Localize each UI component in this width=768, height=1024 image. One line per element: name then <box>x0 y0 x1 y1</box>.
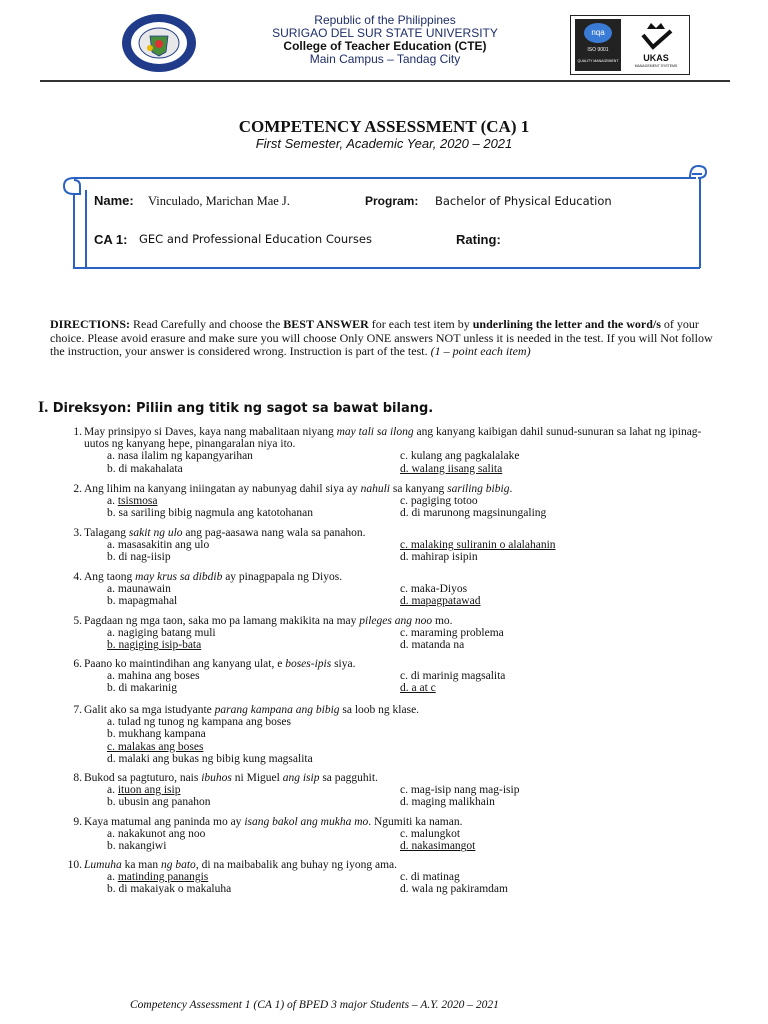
answer-option-d[interactable]: d. mahirap isipin <box>400 551 478 564</box>
crown-check-icon <box>627 19 685 53</box>
question-number: 3. <box>73 527 82 539</box>
stem-text: Ang taong <box>84 571 136 583</box>
answer-option-a[interactable]: a. nakakunot ang noo <box>107 828 206 841</box>
header-line-university: SURIGAO DEL SUR STATE UNIVERSITY <box>272 26 498 40</box>
answer-option-b[interactable]: b. nakangiwi <box>107 840 167 853</box>
directions-text-3: for each test item by <box>371 317 470 331</box>
name-value: Vinculado, Marichan Mae J. <box>148 194 290 208</box>
header-divider <box>40 80 730 82</box>
directions <box>50 318 730 359</box>
idiom-phrase: parang kampana ang bibig <box>214 704 340 716</box>
directions-underline-instruction: underlining the letter and the word/s <box>472 317 661 331</box>
idiom-phrase: sariling bibig <box>447 483 510 495</box>
answer-option-c[interactable]: c. maraming problema <box>400 627 504 640</box>
nqa-badge: nqa <box>584 23 612 43</box>
stem-text: Paano ko maintindihan ang kanyang ulat, e <box>84 658 286 670</box>
directions-best-answer: BEST ANSWER <box>283 317 369 331</box>
option-letter: a. <box>107 495 118 508</box>
idiom-phrase: ibuhos <box>201 772 232 784</box>
question-number: 4. <box>73 571 82 583</box>
stem-text: ni Miguel <box>231 772 283 784</box>
header-line-college: College of Teacher Education (CTE) <box>283 39 487 53</box>
option-text: tsismosa <box>117 495 158 508</box>
stem-text: Ang lihim na kanyang iniingatan ay nabunyag dahil siya ay <box>84 483 361 495</box>
stem-text: . <box>509 483 513 495</box>
ca-label: CA 1: <box>94 232 128 247</box>
question-stem <box>84 527 724 539</box>
stem-text: sa pagguhit. <box>319 772 378 784</box>
idiom-phrase: isang bakol ang mukha mo <box>244 816 369 828</box>
question-stem <box>84 816 724 828</box>
answer-option-d[interactable]: d. di marunong magsinungaling <box>400 507 547 520</box>
question-number: 6. <box>73 658 82 670</box>
answer-option-d[interactable]: d. nakasimangot <box>400 840 476 853</box>
answer-option-c[interactable]: c. malakas ang boses <box>107 740 204 753</box>
section-title: Direksyon: Piliin ang titik ng sagot sa bawat bilang. <box>52 401 434 416</box>
stem-text: sa loob ng klase. <box>339 704 420 716</box>
idiom-phrase: may tali sa ilong <box>336 426 414 438</box>
question-stem <box>84 772 724 784</box>
answer-option-d[interactable]: d. wala ng pakiramdam <box>400 883 508 896</box>
idiom-phrase: ng bato <box>160 859 196 871</box>
document-subtitle: First Semester, Academic Year, 2020 – 2021 <box>255 136 513 151</box>
ukas-label: UKAS <box>643 53 669 63</box>
answer-option-d[interactable]: d. matanda na <box>400 639 465 652</box>
answer-option-b[interactable]: b. sa sariling bibig nagmula ang katotohanan <box>107 507 313 520</box>
answer-option-a[interactable]: a. nasa ilalim ng kapangyarihan <box>107 450 253 463</box>
answer-option-b[interactable]: b. nagiging isip-bata <box>107 639 202 652</box>
stem-text: Pagdaan ng mga taon, saka mo pa lamang makikita na may <box>84 615 360 627</box>
page-footer: Competency Assessment 1 (CA 1) of BPED 3 major Students – A.Y. 2020 – 2021 <box>130 999 499 1011</box>
answer-option-a[interactable] <box>107 871 208 883</box>
stem-text: May prinsipyo si Daves, kaya nang mabalitaan niyang <box>84 426 337 438</box>
idiom-phrase: Lumuha <box>84 859 122 871</box>
option-letter: a. <box>107 871 118 884</box>
question-number: 5. <box>73 615 82 627</box>
rating-label: Rating: <box>456 232 501 247</box>
option-text: matinding panangis <box>117 871 209 884</box>
name-label: Name: <box>94 193 134 208</box>
stem-text: ang kanyang kaibigan dahil sunud-sunuran sa lahat ng ipinag-uutos ng kanyang hepe, pinangaralan niya ito. <box>84 426 702 451</box>
stem-text: Galit ako sa mga istudyante <box>84 704 215 716</box>
info-scroll-box <box>62 160 708 275</box>
section-heading <box>38 399 433 417</box>
stem-text: ka man <box>121 859 161 871</box>
header-line-republic: Republic of the Philippines <box>314 13 456 27</box>
question-stem <box>84 483 724 495</box>
question-number: 1. <box>73 426 82 438</box>
ukas-sub-label: MANAGEMENT SYSTEMS <box>634 64 678 68</box>
question-number: 10. <box>67 859 82 871</box>
directions-points: (1 – point each item) <box>430 344 531 358</box>
stem-text: Talagang <box>84 527 129 539</box>
answer-option-c[interactable]: c. kulang ang pagkalalake <box>400 450 520 463</box>
idiom-phrase: may krus sa dibdib <box>135 571 223 583</box>
stem-text: siya. <box>331 658 356 670</box>
stem-text: , di na maibabalik ang buhay ng iyong ama. <box>195 859 398 871</box>
iso-label: ISO 9001 <box>587 47 609 53</box>
question-stem <box>84 658 724 670</box>
section-roman: I. <box>38 399 49 416</box>
nqa-iso-logo <box>575 19 621 71</box>
scroll-frame <box>62 160 708 275</box>
answer-option-c[interactable]: c. pagiging totoo <box>400 495 478 508</box>
answer-option-a[interactable] <box>107 784 180 796</box>
ca-value: GEC and Professional Education Courses <box>139 232 372 246</box>
answer-option-a[interactable] <box>107 495 157 507</box>
question-stem <box>84 426 724 450</box>
question-stem <box>84 571 724 583</box>
stem-text: ang pag-aasawa nang wala sa panahon. <box>182 527 366 539</box>
stem-text: Bukod sa pagtuturo, nais <box>84 772 202 784</box>
question-stem <box>84 704 724 716</box>
answer-option-a[interactable]: a. nagiging batang muli <box>107 627 216 640</box>
quality-mgmt-label: QUALITY MANAGEMENT <box>577 59 619 63</box>
answer-option-b[interactable]: b. mukhang kampana <box>107 728 206 741</box>
answer-option-d[interactable]: d. walang iisang salita <box>400 462 503 475</box>
answer-option-b[interactable]: b. ubusin ang panahon <box>107 796 211 809</box>
program-value: Bachelor of Physical Education <box>435 194 612 208</box>
certification-logos <box>570 15 690 75</box>
directions-text-5: of your choice. Please avoid erasure and make sure you will choose Only ONE answers NOT unless it is needed in the test. If you will Not follow the instruction, your answer is considered wrong. Instruction is part of the test. <box>50 317 713 358</box>
stem-text: sa kanyang <box>389 483 448 495</box>
answer-option-c[interactable]: c. maka-Diyos <box>400 583 468 596</box>
answer-option-b[interactable]: b. di makaiyak o makaluha <box>107 883 232 896</box>
idiom-phrase: sakit ng ulo <box>128 527 183 539</box>
ukas-logo <box>627 19 685 71</box>
stem-text: . Ngumiti ka naman. <box>368 816 463 828</box>
answer-option-b[interactable]: b. mapagmahal <box>107 595 178 608</box>
answer-option-a[interactable]: a. mahina ang boses <box>107 670 200 683</box>
answer-option-d[interactable]: d. mapagpatawad <box>400 595 481 608</box>
idiom-phrase: pileges ang noo <box>359 615 433 627</box>
stem-text: ay pinagpapala ng Diyos. <box>222 571 343 583</box>
answer-option-d[interactable]: d. a at c <box>400 682 436 695</box>
answer-option-b[interactable]: b. di nag-iisip <box>107 551 171 564</box>
question-stem <box>84 859 724 871</box>
answer-option-b[interactable]: b. di makahalata <box>107 462 183 475</box>
option-letter: a. <box>107 784 118 797</box>
idiom-phrase: nahuli <box>360 483 390 495</box>
stem-text: Kaya matumal ang paninda mo ay <box>84 816 245 828</box>
question-number: 9. <box>73 816 82 828</box>
answer-option-d[interactable]: d. malaki ang bukas ng bibig kung magsalita <box>107 752 313 765</box>
directions-label: DIRECTIONS: <box>50 317 131 331</box>
program-label: Program: <box>365 194 419 208</box>
idiom-phrase: ang isip <box>282 772 320 784</box>
answer-option-a[interactable]: a. tulad ng tunog ng kampana ang boses <box>107 716 291 729</box>
answer-option-c[interactable]: c. di marinig magsalita <box>400 670 506 683</box>
stem-text: mo. <box>432 615 453 627</box>
answer-option-c[interactable]: c. malaking suliranin o alalahanin <box>400 539 556 552</box>
university-seal <box>120 12 198 74</box>
header-line-campus: Main Campus – Tandag City <box>309 52 461 66</box>
answer-option-c[interactable]: c. di matinag <box>400 871 460 884</box>
answer-option-c[interactable]: c. mag-isip nang mag-isip <box>400 784 520 797</box>
answer-option-d[interactable]: d. maging malikhain <box>400 796 495 809</box>
option-text: ituon ang isip <box>117 784 181 797</box>
answer-option-a[interactable]: a. masasakitin ang ulo <box>107 539 210 552</box>
document-title: COMPETENCY ASSESSMENT (CA) 1 <box>238 117 530 136</box>
question-number: 7. <box>73 704 82 716</box>
idiom-phrase: boses-ipis <box>285 658 332 670</box>
answer-option-c[interactable]: c. malungkot <box>400 828 461 841</box>
question-number: 2. <box>73 483 82 495</box>
answer-option-a[interactable]: a. maunawain <box>107 583 171 596</box>
question-number: 8. <box>73 772 82 784</box>
question-stem <box>84 615 724 627</box>
directions-text-1: Read Carefully and choose the <box>133 317 281 331</box>
answer-option-b[interactable]: b. di makarinig <box>107 682 177 695</box>
